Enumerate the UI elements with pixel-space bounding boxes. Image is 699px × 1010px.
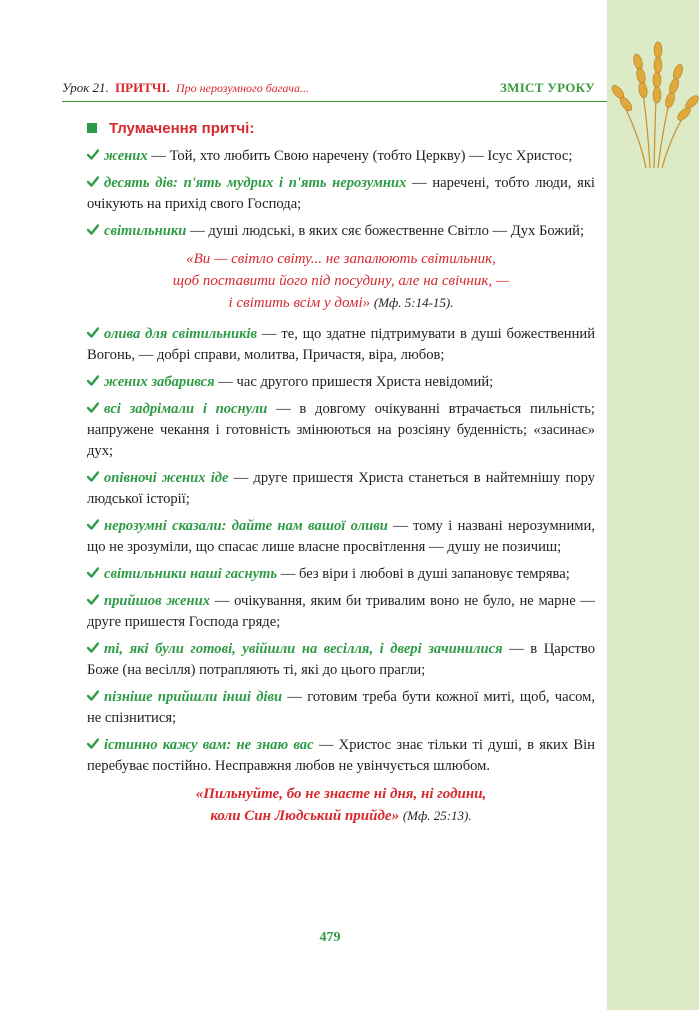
quote-line: «Ви — світло світу... не запалюють світильник, — [186, 251, 496, 267]
glossary-term: пізніше прийшли інші діви — [104, 689, 283, 705]
glossary-definition: — наречені, тобто люди, які очікують на прихід свого Господа; — [87, 175, 595, 212]
quote-line: коли Син Людський прийде» — [210, 808, 400, 824]
glossary-definition: — в Царство Боже (на весілля) потрапляють ті, які до цього прагли; — [87, 641, 595, 678]
quote-reference: (Мф. 25:13). — [402, 808, 472, 823]
checkmark-icon — [87, 471, 99, 482]
glossary-item — [87, 146, 595, 167]
header-divider — [62, 101, 607, 102]
quote-line: «Пильнуйте, бо не знаєте ні дня, ні години, — [195, 786, 487, 802]
glossary-term: ті, які були готові, увійшли на весілля, і двері зачинилися — [104, 641, 503, 657]
glossary-item — [87, 639, 595, 681]
glossary-definition: — без віри і любові в душі запановує темрява; — [277, 566, 570, 582]
glossary-definition: — друге пришестя Христа станеться в найтемнішу пору людської історії; — [87, 470, 595, 507]
glossary-item — [87, 324, 595, 366]
glossary-item — [87, 591, 595, 633]
square-bullet-icon — [87, 123, 97, 133]
glossary-item — [87, 564, 595, 585]
lesson-number: Урок 21. — [62, 80, 109, 95]
lesson-topic: ПРИТЧІ. — [115, 80, 170, 95]
wheat-decoration-icon — [598, 28, 699, 168]
glossary-item — [87, 221, 595, 242]
glossary-item — [87, 687, 595, 729]
glossary-term: жених — [104, 148, 148, 164]
glossary-term: світильники — [104, 223, 187, 239]
glossary-item — [87, 372, 595, 393]
glossary-term: нерозумні сказали: дайте нам вашої оливи — [104, 518, 388, 534]
glossary-item — [87, 399, 595, 462]
checkmark-icon — [87, 738, 99, 749]
section-label: ЗМІСТ УРОКУ — [499, 80, 595, 95]
checkmark-icon — [87, 327, 99, 338]
glossary-definition: — готовим треба бути кожної миті, щоб, часом, не спізнитися; — [87, 689, 595, 726]
glossary-item — [87, 173, 595, 215]
glossary-definition: — час другого пришестя Христа невідомий; — [214, 374, 494, 390]
checkmark-icon — [87, 642, 99, 653]
glossary-term: десять дів: п'ять мудрих і п'ять нерозумних — [104, 175, 407, 191]
glossary-item — [87, 516, 595, 558]
glossary-definition: — те, що здатне підтримувати в душі божественний Вогонь, — добрі справи, молитва, Причастя, віра, любов; — [87, 326, 596, 363]
quote-line: і світить всім у домі» — [228, 295, 371, 311]
checkmark-icon — [87, 224, 99, 235]
glossary-term: прийшов жених — [104, 593, 211, 609]
glossary-item — [87, 468, 595, 510]
checkmark-icon — [87, 567, 99, 578]
section-heading-text: Тлумачення притчі: — [109, 120, 255, 137]
header-left — [62, 80, 309, 96]
checkmark-icon — [87, 176, 99, 187]
quote-reference: (Мф. 5:14-15). — [373, 295, 454, 310]
glossary-term: жених забарився — [104, 374, 215, 390]
checkmark-icon — [87, 519, 99, 530]
page-number: 479 — [319, 930, 341, 945]
glossary-term: олива для світильників — [104, 326, 258, 342]
checkmark-icon — [87, 375, 99, 386]
section-heading — [87, 118, 595, 140]
glossary-definition: — Той, хто любить Свою наречену (тобто Церкву) — Ісус Христос; — [147, 148, 573, 164]
glossary-item — [87, 735, 595, 777]
glossary-definition: — тому і названі нерозумними, що не зрозуміли, що спасає лише власне просвітлення — душу не позичиш; — [87, 518, 595, 555]
glossary-definition: — в довгому очікуванні втрачається пильність; напружене чекання і готовність змінюються на розсіяну буденність; «засинає» дух; — [87, 401, 595, 459]
lesson-subtitle: Про нерозумного багача... — [176, 81, 309, 95]
checkmark-icon — [87, 690, 99, 701]
glossary-definition: — Христос знає тільки ті душі, в яких Він перебуває постійно. Несправжня любов не увінчується шлюбом. — [87, 737, 595, 774]
quote-line: щоб поставити його під посудину, але на свічник, — — [172, 273, 510, 289]
main-content — [87, 118, 595, 837]
scripture-quote-1 — [87, 248, 595, 314]
page-header — [62, 80, 597, 100]
glossary-term: світильники наші гаснуть — [104, 566, 278, 582]
glossary-term: опівночі жених іде — [104, 470, 229, 486]
scripture-quote-2 — [87, 783, 595, 827]
checkmark-icon — [87, 402, 99, 413]
checkmark-icon — [87, 149, 99, 160]
checkmark-icon — [87, 594, 99, 605]
glossary-definition: — очікування, яким би тривалим воно не було, не марне — друге пришестя Господа гряде; — [87, 593, 595, 630]
glossary-list-1 — [87, 146, 595, 242]
glossary-definition: — душі людські, в яких сяє божественне Світло — Дух Божий; — [186, 223, 585, 239]
glossary-list-2 — [87, 324, 595, 777]
glossary-term: істинно кажу вам: не знаю вас — [104, 737, 314, 753]
glossary-term: всі задрімали і поснули — [104, 401, 268, 417]
